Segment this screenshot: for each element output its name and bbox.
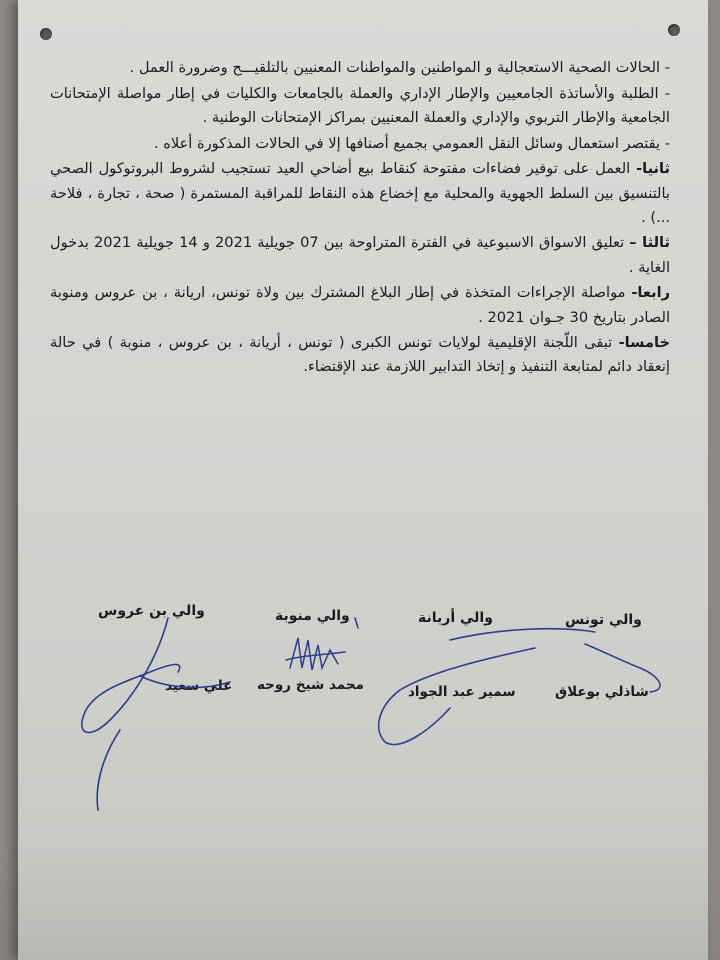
list-item: - الحالات الصحية الاستعجالية و المواطنين والمواطنات المعنيين بالتلقيـــح وضرورة العمل . [129, 59, 670, 76]
signatory-title-ariana: والي أريانة [418, 610, 493, 626]
list-item: - الطلبة والأساتذة الجامعيين والإطار الإداري والعملة بالجامعات والكليات في إطار مواصلة الإمتحانات الجامعية والإطار التربوي والإداري والعملة المعنيين بمراكز الإمتحانات الوطنية . [50, 84, 670, 126]
signatory-name-ben-arous: علي سعيد [165, 678, 233, 694]
signatory-title-tunis: والي تونس [565, 612, 642, 628]
signatory-title-manouba: والي منوبة [275, 608, 350, 624]
clause-text: مواصلة الإجراءات المتخذة في إطار البلاغ المشترك بين ولاة تونس، اريانة ، بن عروس ومنوبة الصادر بتاريخ 30 جـوان 2021 . [50, 284, 670, 326]
signatory-name-ariana: سمير عبد الجواد [408, 684, 516, 700]
clause-label: ثانيا- [636, 160, 670, 178]
clause-text: العمل على توفير فضاءات مفتوحة كنقاط بيع أضاحي العيد تستجيب لشروط البروتوكول الصحي بالتنسيق بين السلط الجهوية والمحلية مع إخضاع هذه النقاط للمراقبة المستمرة ( صحة ، تجارة ، فلاحة ...) . [50, 160, 670, 226]
signature-manouba [286, 618, 358, 670]
signature-ben-arous [82, 618, 233, 810]
clause-text: تعليق الاسواق الاسبوعية في الفترة المتراوحة بين 07 جويلية 2021 و 14 جويلية 2021 بدخول الغاية . [50, 234, 670, 276]
signatory-name-tunis: شاذلي بوعلاق [555, 684, 649, 700]
clause-label: خامسا- [618, 334, 670, 352]
signature-tunis [585, 644, 660, 692]
signatory-title-ben-arous: والي بن عروس [98, 603, 205, 619]
signatory-name-manouba: محمد شيخ روحه [257, 677, 364, 693]
clause-text: تبقى اللّجنة الإقليمية لولايات تونس الكبرى ( تونس ، أريانة ، بن عروس ، منوبة ) في حالة إنعقاد دائم لمتابعة التنفيذ و إتخاذ التدابير اللازمة عند الإقتضاء. [50, 334, 670, 376]
list-item: - يقتصر استعمال وسائل النقل العمومي بجميع أصنافها إلا في الحالات المذكورة أعلاه . [153, 134, 670, 152]
clause-label: ثالثا – [629, 234, 671, 252]
signature-ariana [379, 629, 595, 745]
clause-label: رابعا- [631, 284, 670, 302]
